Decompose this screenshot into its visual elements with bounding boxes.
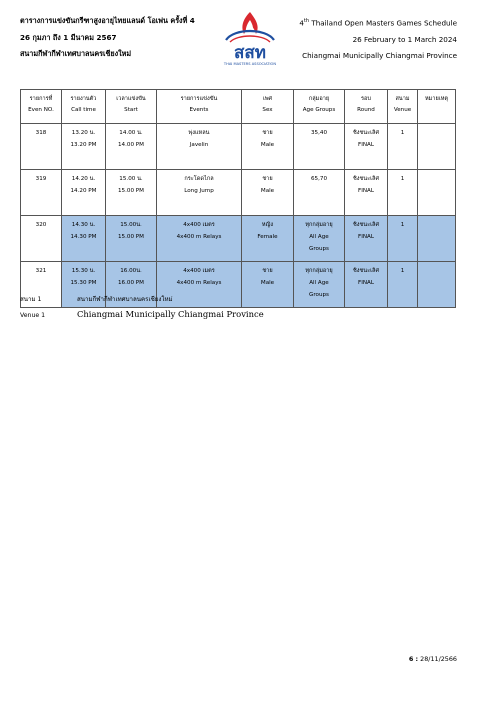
cell-venue: 1 bbox=[400, 176, 405, 182]
table-cell bbox=[388, 124, 418, 170]
venue-note-en bbox=[20, 307, 264, 323]
table-header-row bbox=[21, 90, 456, 124]
header-venue-th: สนามกีฬากีฬาเทศบาลนครเชียงใหม่ bbox=[20, 49, 132, 58]
page-footer bbox=[409, 655, 457, 663]
cell-no: 321 bbox=[35, 268, 47, 274]
cell-call-th: 15.30 น. bbox=[71, 268, 96, 274]
table-cell bbox=[294, 170, 345, 216]
cell-age2: All Age bbox=[309, 234, 329, 240]
cell-venue: 1 bbox=[400, 222, 405, 228]
header-venue-en: Chiangmai Municipally Chiangmai Province bbox=[302, 51, 457, 61]
venue-label-en: Venue 1 bbox=[20, 312, 46, 319]
column-header-th: กลุ่มอายุ bbox=[308, 96, 330, 102]
column-header-th: สนาม bbox=[395, 96, 410, 102]
schedule-body bbox=[21, 124, 456, 308]
cell-venue: 1 bbox=[400, 268, 405, 274]
venue-label-th: สนาม 1 bbox=[20, 296, 42, 303]
column-header-th: เวลาแข่งขัน bbox=[116, 96, 146, 102]
column-header-en: Venue bbox=[393, 107, 412, 113]
cell-event-th: พุ่งแหลน bbox=[188, 130, 210, 136]
cell-round-th: ชิงชนะเลิศ bbox=[352, 130, 380, 136]
header-title-en bbox=[299, 13, 457, 32]
cell-no: 318 bbox=[35, 130, 47, 136]
cell-round-en: FINAL bbox=[358, 188, 374, 194]
table-cell bbox=[345, 216, 388, 262]
table-cell bbox=[157, 216, 242, 262]
column-header-en: Events bbox=[189, 107, 209, 113]
table-cell bbox=[62, 216, 106, 262]
cell-call-th: 13.20 น. bbox=[71, 130, 96, 136]
cell-no: 319 bbox=[35, 176, 47, 182]
cell-event-en: Long Jump bbox=[184, 188, 214, 194]
cell-start-th: 15.00น. bbox=[120, 222, 142, 228]
table-cell bbox=[388, 216, 418, 262]
cell-start-en: 15.00 PM bbox=[118, 188, 144, 194]
cell-venue: 1 bbox=[400, 130, 405, 136]
column-header-en: Call time bbox=[71, 107, 96, 113]
table-cell bbox=[388, 170, 418, 216]
cell-round-en: FINAL bbox=[358, 280, 374, 286]
logo-wordmark: สสท bbox=[234, 43, 266, 63]
print-date: 28/11/2566 bbox=[420, 655, 457, 663]
venue-value-en: Chiangmai Municipally Chiangmai Province bbox=[77, 309, 264, 319]
table-cell bbox=[242, 216, 294, 262]
header-dates-en: 26 February to 1 March 2024 bbox=[352, 34, 457, 44]
header-title-th: ตารางการแข่งขันกรีฑาสูงอายุไทยแลนด์ โอเพ่น ครั้งที่ 4 bbox=[20, 16, 195, 25]
table-cell bbox=[418, 216, 456, 262]
header-left bbox=[20, 13, 195, 63]
cell-age1: 35,40 bbox=[310, 130, 327, 136]
cell-start-en: 15.00 PM bbox=[118, 234, 144, 240]
cell-age1: ทุกกลุ่มอายุ bbox=[305, 268, 333, 274]
column-header-th: รายงานตัว bbox=[70, 96, 97, 102]
table-cell bbox=[294, 124, 345, 170]
cell-event-th: 4x400 เมตร bbox=[183, 222, 215, 228]
cell-call-th: 14.30 น. bbox=[71, 222, 96, 228]
column-header-th: รายการแข่งขัน bbox=[180, 96, 218, 102]
column-header-th: เพศ bbox=[262, 96, 273, 102]
cell-round-en: FINAL bbox=[358, 142, 374, 148]
table-cell bbox=[418, 170, 456, 216]
column-header-th: หมายเหตุ bbox=[424, 96, 449, 102]
header-title-en-text: Thailand Open Masters Games Schedule bbox=[309, 18, 457, 28]
table-cell bbox=[21, 170, 62, 216]
cell-sex-th: ชาย bbox=[262, 130, 273, 136]
cell-start-en: 14.00 PM bbox=[118, 142, 144, 148]
column-header bbox=[294, 90, 345, 124]
cell-round-th: ชิงชนะเลิศ bbox=[352, 176, 380, 182]
table-cell bbox=[242, 124, 294, 170]
table-cell bbox=[62, 170, 106, 216]
column-header bbox=[62, 90, 106, 124]
column-header-en: Start bbox=[124, 107, 138, 113]
cell-call-th: 14.20 น. bbox=[71, 176, 96, 182]
cell-age1: ทุกกลุ่มอายุ bbox=[305, 222, 333, 228]
cell-call-en: 13.20 PM bbox=[70, 142, 97, 148]
cell-age3: Groups bbox=[309, 246, 329, 252]
cell-start-th: 16.00น. bbox=[120, 268, 142, 274]
header-edition-number: 4 bbox=[299, 18, 304, 28]
cell-sex-en: Male bbox=[260, 280, 275, 286]
cell-round-th: ชิงชนะเลิศ bbox=[352, 222, 380, 228]
table-cell bbox=[388, 262, 418, 308]
table-cell bbox=[106, 216, 157, 262]
column-header bbox=[21, 90, 62, 124]
cell-call-en: 14.20 PM bbox=[70, 188, 97, 194]
table-cell bbox=[294, 216, 345, 262]
cell-sex-th: ชาย bbox=[262, 268, 273, 274]
column-header bbox=[345, 90, 388, 124]
page-number: 6 : bbox=[408, 655, 419, 663]
logo-caption: THAI MASTERS ASSOCIATION bbox=[223, 62, 277, 66]
cell-round-th: ชิงชนะเลิศ bbox=[352, 268, 380, 274]
column-header-en: Age Groups bbox=[302, 107, 336, 113]
header-right bbox=[299, 13, 457, 65]
cell-event-en: Javelin bbox=[189, 142, 209, 148]
cell-event-en: 4x400 m Relays bbox=[176, 280, 222, 286]
cell-call-en: 14.30 PM bbox=[70, 234, 97, 240]
column-header-en: Even NO. bbox=[28, 107, 54, 113]
table-cell bbox=[21, 216, 62, 262]
cell-call-en: 15.30 PM bbox=[70, 280, 97, 286]
column-header bbox=[157, 90, 242, 124]
cell-no: 320 bbox=[35, 222, 47, 228]
table-cell bbox=[418, 124, 456, 170]
cell-sex-en: Female bbox=[257, 234, 278, 240]
table-cell bbox=[345, 170, 388, 216]
table-cell bbox=[106, 170, 157, 216]
cell-age2: All Age bbox=[309, 280, 329, 286]
table-cell bbox=[157, 124, 242, 170]
header-edition-suffix: th bbox=[303, 18, 310, 24]
cell-sex-th: หญิง bbox=[261, 222, 274, 228]
header-dates-th: 26 กุมภา ถึง 1 มีนาคม 2567 bbox=[20, 32, 117, 42]
column-header-th: รายการที่ bbox=[29, 96, 53, 102]
column-header bbox=[242, 90, 294, 124]
cell-event-th: 4x400 เมตร bbox=[183, 268, 215, 274]
table-cell bbox=[418, 262, 456, 308]
table-cell bbox=[294, 262, 345, 308]
cell-start-en: 16.00 PM bbox=[118, 280, 144, 286]
column-header-en: Round bbox=[357, 107, 375, 113]
cell-sex-th: ชาย bbox=[262, 176, 273, 182]
cell-start-th: 14.00 น. bbox=[119, 130, 143, 136]
table-cell bbox=[106, 124, 157, 170]
table-cell bbox=[345, 124, 388, 170]
table-row bbox=[21, 170, 456, 216]
column-header-en: Sex bbox=[262, 107, 273, 113]
schedule-table bbox=[20, 89, 456, 308]
table-cell bbox=[62, 124, 106, 170]
column-header-th: รอบ bbox=[361, 96, 371, 102]
table-row bbox=[21, 124, 456, 170]
venue-note bbox=[20, 292, 264, 323]
table-cell bbox=[345, 262, 388, 308]
venue-note-th bbox=[20, 292, 264, 307]
cell-sex-en: Male bbox=[260, 142, 275, 148]
thai-masters-association-logo bbox=[216, 6, 284, 70]
column-header bbox=[388, 90, 418, 124]
table-cell bbox=[242, 170, 294, 216]
cell-start-th: 15.00 น. bbox=[119, 176, 143, 182]
venue-value-th: สนามกีฬากีฬาเทศบาลนครเชียงใหม่ bbox=[77, 296, 173, 303]
column-header bbox=[106, 90, 157, 124]
table-row bbox=[21, 216, 456, 262]
cell-event-en: 4x400 m Relays bbox=[176, 234, 222, 240]
cell-age3: Groups bbox=[309, 292, 329, 298]
table-cell bbox=[157, 170, 242, 216]
column-header bbox=[418, 90, 456, 124]
cell-sex-en: Male bbox=[260, 188, 275, 194]
cell-round-en: FINAL bbox=[358, 234, 374, 240]
table-cell bbox=[21, 124, 62, 170]
cell-age1: 65,70 bbox=[310, 176, 327, 182]
cell-event-th: กระโดดไกล bbox=[184, 176, 214, 182]
